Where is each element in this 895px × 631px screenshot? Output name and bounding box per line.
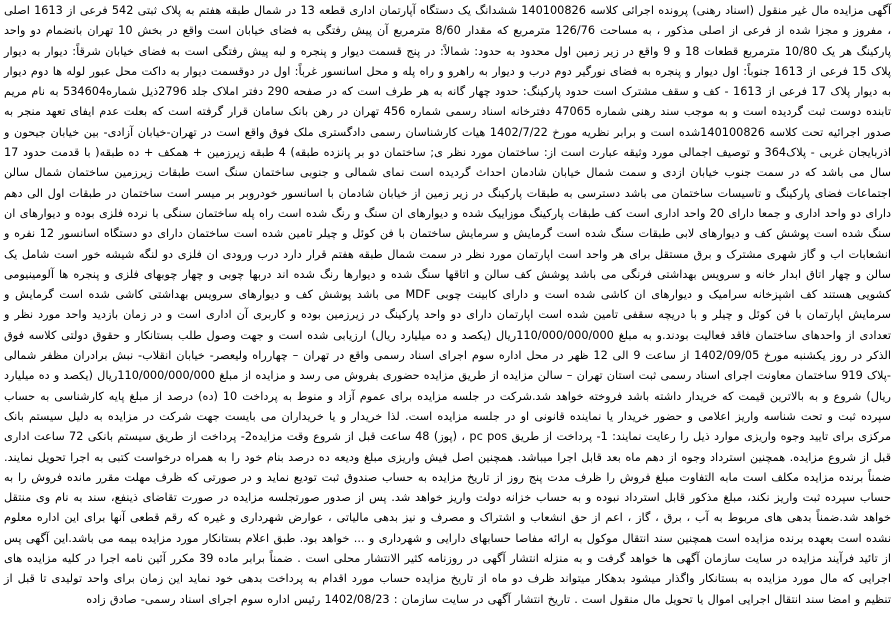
auction-notice-text: آگهی مزایده مال غیر منقول (اسناد رهنی) پرونده اجرائی کلاسه 140100826 ششدانگ یک دستگاه آپارتمان اداری قطعه 13 در شمال طبقه هفتم به پلاک ثبتی 542 فرعی از 1613 اصلی ، مفروز و مجزا شده از فرعی از اصلی مذکور ، به مساحت 126/76 مترمربع که مقدار 8/60 مترمربع آن پیش رفتگی به فضای خیابان است واقع در بخش 10 تهران بانضمام دو واحد پارکینگ هر یک 10/80 مترمربع قطعات 18 و 9 واقع در زیر زمین اول محدود به حدود: شمالاً: در پنج قسمت دیوار و پنجره و لبه پیش رفتگی است به فضای خیابان شرقاً: دیوار به دیوار پلاک 15 فرعی از 1613 جنوباً: اول دیوار و پنجره به فضای نورگیر دوم درب و دیوار به راهرو و راه پله و محل اسانسور غرباً: اول در دوقسمت دیوار به داکت محل عبور لوله ها دوم دیوار به دیوار پلاک 17 فرعی از 1613 - کف و سقف مشترک است حدود پارکینگ: حدود چهار گانه به هر طرف است که در صفحه 290 دفتر املاک جلد 2796ذیل شماره534604 به نام مریم تابنده دوست ثبت گردیده است و به موجب سند رهنی شماره 47065 دفترخانه اسناد رسمی شماره 456 تهران در رهن بانک سامان قرار گرفته است که بعلت عدم ایفای تعهد منجر به صدور اجرائیه تحت کلاسه 140100826شده است و برابر نظریه مورخ 1402/7/22 هیات کارشناسان رسمی دادگستری ملک فوق واقع است در تهران-خیابان آزادی- بین خیابان جیحون و اذربایجان غربی - پلاک364 و توصیف اجمالی مورد وثیقه عبارت است از: ساختمان مورد نظر ی; ساختمان دو بر پانزده طبقه) 4 طبقه زیرزمین + همکف + ده طبقه( با قدمت حدود 17 سال می باشد که در سمت جنوب خیابان ازدی و سمت شمال خیابان شادمان احداث گردیده است نمای شمالی و جنوبی ساختمان سنگ است طبقات زیرزمین ساختمان شمال سالن اجتماعات فضای پارکینگ و تاسیسات ساختمان می باشد دسترسی به طبقات پارکینگ در زیر زمین از خیابان شادمان با اسانسور خودروبر بر میسر است ساختمان در طبقات اول الی دهم دارای دو واحد اداری و جمعا دارای 20 واحد اداری است کف طبقات پارکینگ موزاییک شده و دیوارهای ان سنگ و رنگ شده است راه پله ساختمان سنگی با نرده فلزی بوده و دیوارهای ان سنگ شده است پوشش کف و دیوارهای لابی طبقات سنگ شده است گرمایش و سرمایش ساختمان با فن کوئل و چیلر تامین شده است ساختمان دارای دو دستگاه اسانسور 12 نفره و انشعابات اب و گاز شهری مشترک و برق مستقل برای هر واحد است اپارتمان مورد نظر در سمت شمال طبقه هفتم قرار دارد درب ورودی ان فلزی دو لنگه شیشه خور است شامل یک سالن و چهار اتاق ابدار خانه و سرویس بهداشتی فرنگی می باشد پوشش کف سالن و اتاقها سنگ شده و دیوارها رنگ شده اند دربها چوبی و چهار چوبهای فلزی و پنجره ها آلومینیومی کشویی هستند کف اشپزخانه سرامیک و دیوارهای ان کاشی شده است و دارای کابینت چوبی MDF می باشد پوشش کف و دیوارهای سرویس بهداشتی کاشی شده است گرمایش و سرمایش اپارتمان با فن کوئل و چیلر و با دریچه سقفی تامین شده است اپارتمان دارای دو واحد پارکینگ در زیرزمین بوده و کاربری آن اداری است و در زمان بازدید واحد مورد نظر و تعدادی از واحدهای ساختمان فاقد فعالیت بودند.و به مبلغ 110/000/000/000ریال (یکصد و ده میلیارد ریال) ارزیابی شده است و جهت وصول طلب بستانکار و حقوق دولتی کلاسه فوق الذکر در روز یکشنبه مورخ 1402/09/05 از ساعت 9 الی 12 ظهر در محل اداره سوم اجرای اسناد رسمی واقع در تهران – چهارراه ولیعصر- خیابان انقلاب- نبش برادران مظفر شمالی -پلاک 919 ساختمان معاونت اجرای اسناد رسمی ثبت استان تهران – سالن مزایده از طریق مزایده حضوری بفروش می رسد و مزایده از مبلغ 110/000/000/000ریال (یکصد و ده میلیارد ریال) شروع و به بالاترین قیمت که خریدار داشته باشد فروخته خواهد شد.شرکت در جلسه مزایده برای عموم آزاد و منوط به پرداخت 10 (ده) درصد از مبلغ پایه کارشناسی به حساب سپرده ثبت و تحت شناسه واریز اعلامی و حضور خریدار یا نماینده قانونی او در جلسه مزایده است. لذا خریدار و یا خریداران می بایست جهت شرکت در مزایده به دلیل سیستم بانک مرکزی برای تایید وجوه واریزی موارد ذیل را رعایت نمایند: 1- پرداخت از طریق pc pos ، (پوز) 48 ساعت قبل از شروع وقت مزایده2- پرداخت از طریق سیستم بانکی 72 ساعت اداری قبل از شروع مزایده. همچنین استرداد وجوه از دهم ماه بعد قابل اجرا میباشد. همچنین اصل فیش واریزی مبلغ ودیعه ده درصد بنام خود را به همراه درخواست کتبی به اجرا تحویل نمایند. ضمناً برنده مزایده مکلف است مابه التفاوت مبلغ فروش را ظرف مدت پنج روز از تاریخ مزایده به حساب صندوق ثبت تودیع نماید و در صورتی که ظرف مهلت مقرر مانده فروش را به حساب سپرده ثبت واریز نکند، مبلغ مذکور قابل استرداد نبوده و به حساب خزانه دولت واریز خواهد شد. پس از صدور صورتجلسه مزایده در صورت تقاضای ذینفع، سند به نام وی منتقل خواهد شد.ضمناً بدهی های مربوط به آب ، برق ، گاز ، اعم از حق انشعاب و اشتراک و مصرف و نیز بدهی مالیاتی ، عوارض شهرداری و غیره که رقم قطعی آنها برای این اداره معلوم نشده است بعهده برنده مزایده است همچنین سند انتقال موکول به ارائه مفاصا حسابهای دارایی و شهرداری و ... خواهد بود. طبق اعلام بستانکار مورد مزایده بیمه می باشد.این آگهی پس از تائید فرآیند مزایده در سایت سازمان آگهی ها خواهد گرفت و به منزله انتشار آگهی در روزنامه کثیر الانتشار محلی است . ضمناً برابر ماده 39 مکرر آئین نامه اجرا در کلیه مزایده های اجرایی که مال مورد مزایده به بستانکار واگذار میشود بدهکار میتواند ظرف دو ماه از تاریخ مزایده حساب مورد اقدام به پرداخت بدهی خود نماید این زمان برای واحد تولیدی تا قبل از تنظیم و امضا سند انتقال اجرایی اموال یا تحویل مال منقول است . تاریخ انتشار آگهی در سایت سازمان : 1402/08/23 رئیس اداره سوم اجرای اسناد رسمی- صادق زاده <box>4 4 892 606</box>
